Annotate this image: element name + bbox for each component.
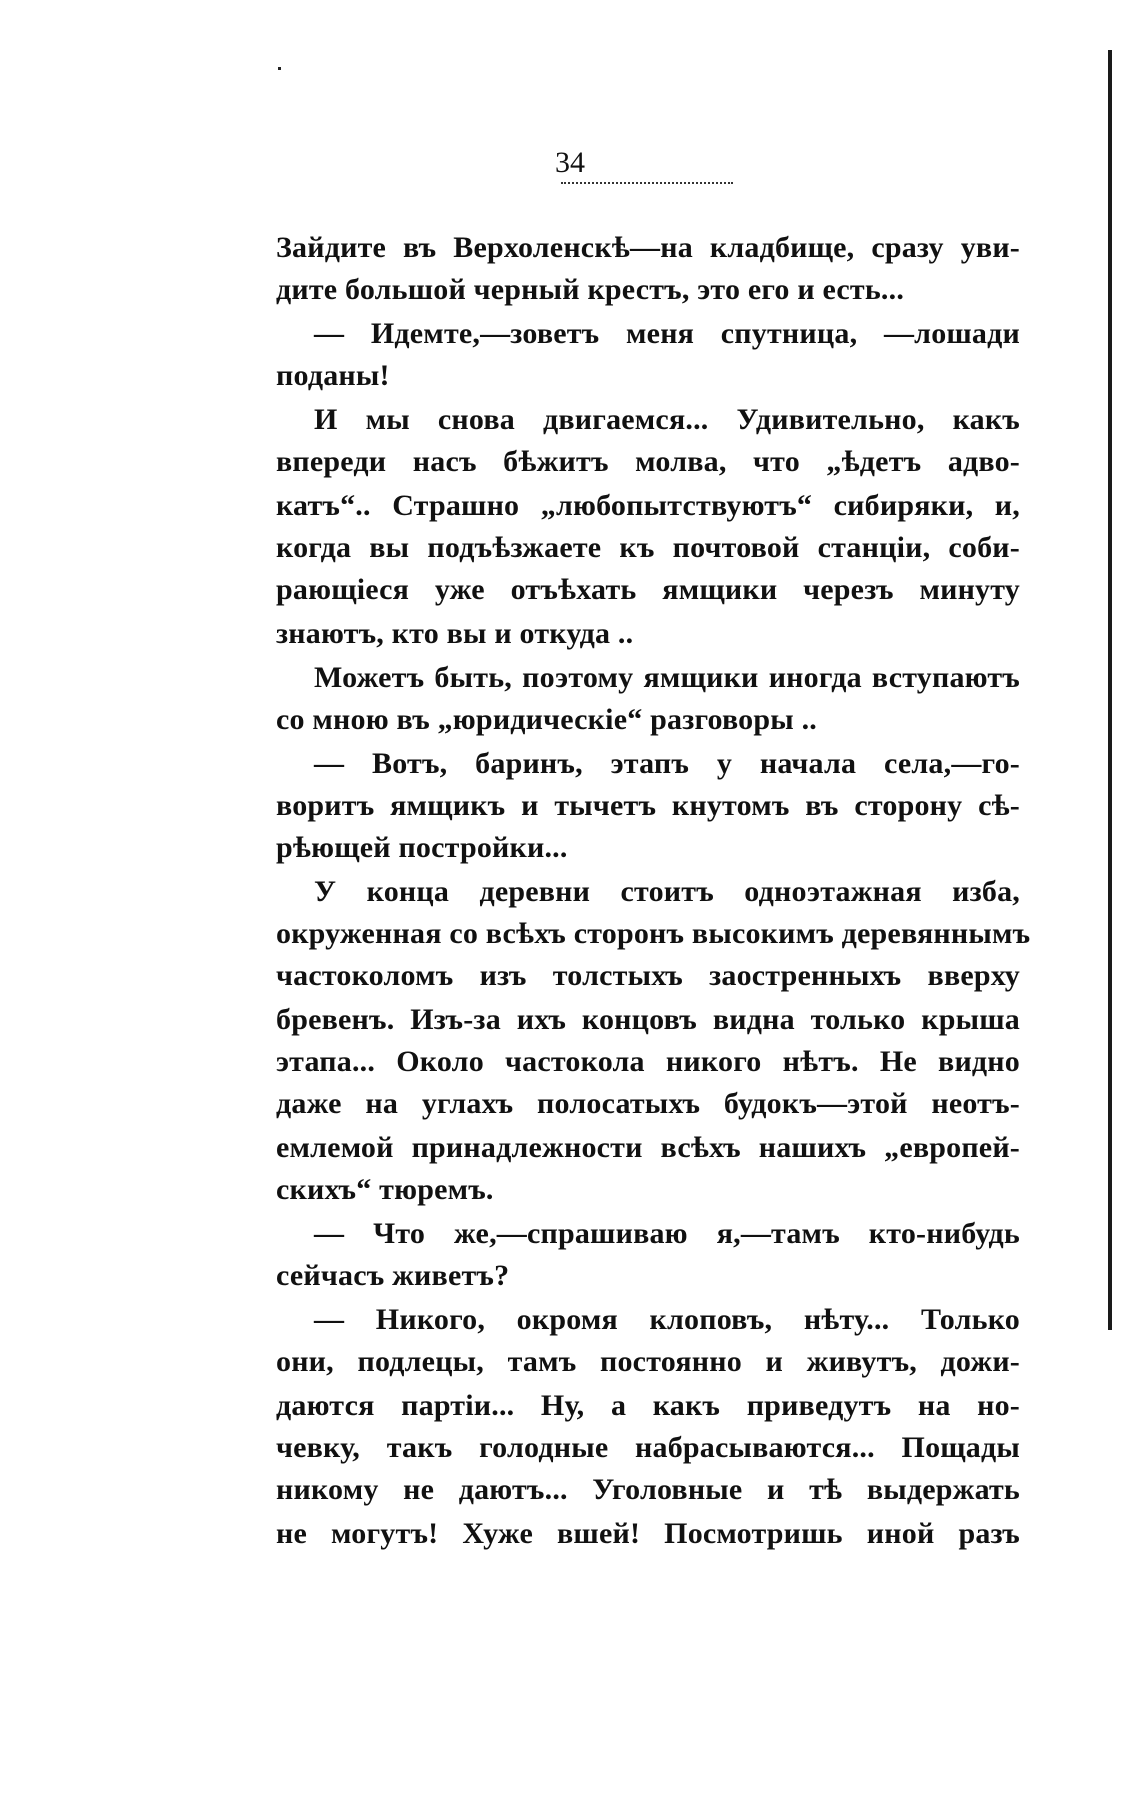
text-line: Зайдите въ Верхоленскѣ—на кладбище, сразу уви- (276, 231, 1020, 264)
text-line: окруженная со всѣхъ сторонъ высокимъ деревяннымъ (276, 917, 1031, 950)
text-line: дите большой черный крестъ, это его и есть... (276, 273, 905, 306)
text-line: — Никого, окромя клоповъ, нѣту... Только (314, 1303, 1020, 1336)
text-line: емлемой принадлежности всѣхъ нашихъ „европей- (276, 1131, 1020, 1164)
text-line: — Что же,—спрашиваю я,—тамъ кто-нибудь (314, 1217, 1020, 1250)
text-line: — Идемте,—зоветъ меня спутница, —лошади (314, 317, 1020, 350)
header-rule (561, 182, 733, 184)
speck-mark (278, 67, 281, 70)
text-line: они, подлецы, тамъ постоянно и живутъ, дожи- (276, 1345, 1020, 1378)
text-line: рающіеся уже отъѣхать ямщики черезъ минуту (276, 573, 1020, 606)
text-line: даются партіи... Ну, а какъ приведутъ на но- (276, 1389, 1020, 1422)
page-number: 34 (555, 146, 585, 179)
text-line: чевку, такъ голодные набрасываются... Пощады (276, 1431, 1020, 1464)
text-line: никому не даютъ... Уголовные и тѣ выдержать (276, 1473, 1020, 1506)
text-line: впереди насъ бѣжитъ молва, что „ѣдетъ адво- (276, 445, 1020, 478)
text-line: частоколомъ изъ толстыхъ заостренныхъ вверху (276, 959, 1020, 992)
text-line: не могутъ! Хуже вшей! Посмотришь иной разъ (276, 1517, 1020, 1550)
text-line: И мы снова двигаемся... Удивительно, какъ (314, 403, 1020, 436)
text-line: сейчасъ живетъ? (276, 1259, 510, 1292)
text-line: этапа... Около частокола никого нѣтъ. Не видно (276, 1045, 1020, 1078)
text-line: катъ“.. Страшно „любопытствуютъ“ сибиряки, и, (276, 489, 1020, 522)
margin-bar (1108, 50, 1112, 1330)
text-line: воритъ ямщикъ и тычетъ кнутомъ въ сторону сѣ- (276, 789, 1020, 822)
text-line: знаютъ, кто вы и откуда .. (276, 617, 634, 650)
text-line: Можетъ быть, поэтому ямщики иногда вступаютъ (314, 661, 1020, 694)
text-line: скихъ“ тюремъ. (276, 1173, 494, 1206)
text-line: рѣющей постройки... (276, 831, 568, 864)
text-line: когда вы подъѣзжаете къ почтовой станціи, соби- (276, 531, 1020, 564)
text-line: поданы! (276, 359, 390, 392)
text-line: бревенъ. Изъ-за ихъ концовъ видна только крыша (276, 1003, 1020, 1036)
text-line: — Вотъ, баринъ, этапъ у начала села,—го- (314, 747, 1020, 780)
text-line: со мною въ „юридическіе“ разговоры .. (276, 703, 817, 736)
text-line: даже на углахъ полосатыхъ будокъ—этой неотъ- (276, 1087, 1020, 1120)
text-line: У конца деревни стоитъ одноэтажная изба, (314, 875, 1020, 908)
